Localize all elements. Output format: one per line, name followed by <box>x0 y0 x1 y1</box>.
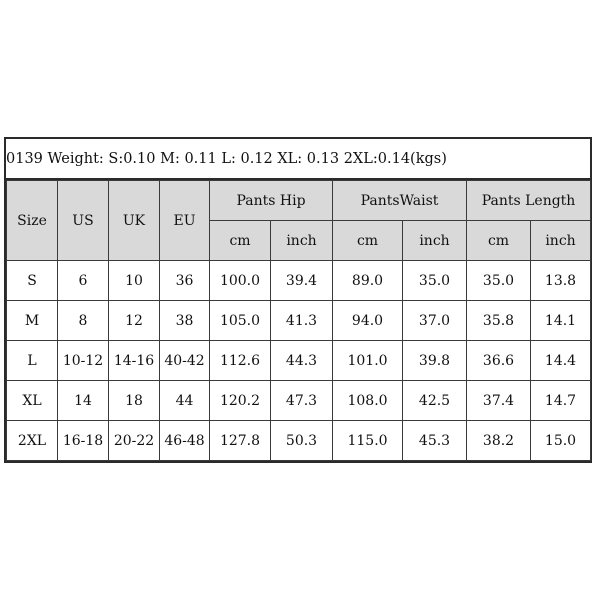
cell-waist-inch: 37.0 <box>403 301 467 341</box>
cell-size: S <box>7 261 58 301</box>
cell-waist-cm: 108.0 <box>333 381 403 421</box>
cell-hip-cm: 127.8 <box>210 421 271 461</box>
cell-size: L <box>7 341 58 381</box>
header-us: US <box>58 181 109 261</box>
cell-hip-cm: 112.6 <box>210 341 271 381</box>
table-row <box>7 261 591 301</box>
cell-uk: 14-16 <box>109 341 160 381</box>
cell-waist-inch: 42.5 <box>403 381 467 421</box>
header-pants-waist: PantsWaist <box>333 181 467 221</box>
table-row <box>7 301 591 341</box>
cell-eu: 44 <box>160 381 210 421</box>
cell-eu: 38 <box>160 301 210 341</box>
table-row <box>7 341 591 381</box>
cell-length-cm: 35.0 <box>467 261 531 301</box>
cell-waist-cm: 115.0 <box>333 421 403 461</box>
cell-waist-inch: 45.3 <box>403 421 467 461</box>
cell-length-cm: 38.2 <box>467 421 531 461</box>
table-row <box>7 381 591 421</box>
cell-length-cm: 37.4 <box>467 381 531 421</box>
cell-eu: 36 <box>160 261 210 301</box>
header-row-1 <box>7 181 591 221</box>
cell-waist-inch: 39.8 <box>403 341 467 381</box>
header-size: Size <box>7 181 58 261</box>
cell-waist-inch: 35.0 <box>403 261 467 301</box>
header-pants-hip: Pants Hip <box>210 181 333 221</box>
cell-hip-inch: 41.3 <box>271 301 333 341</box>
cell-size: XL <box>7 381 58 421</box>
header-length-inch: inch <box>531 221 591 261</box>
cell-waist-cm: 101.0 <box>333 341 403 381</box>
cell-length-inch: 14.7 <box>531 381 591 421</box>
cell-length-cm: 35.8 <box>467 301 531 341</box>
cell-uk: 20-22 <box>109 421 160 461</box>
header-waist-cm: cm <box>333 221 403 261</box>
cell-eu: 40-42 <box>160 341 210 381</box>
table-row <box>7 421 591 461</box>
cell-uk: 18 <box>109 381 160 421</box>
header-hip-inch: inch <box>271 221 333 261</box>
cell-hip-cm: 100.0 <box>210 261 271 301</box>
cell-length-inch: 15.0 <box>531 421 591 461</box>
cell-hip-cm: 105.0 <box>210 301 271 341</box>
cell-hip-inch: 47.3 <box>271 381 333 421</box>
cell-size: M <box>7 301 58 341</box>
header-hip-cm: cm <box>210 221 271 261</box>
header-length-cm: cm <box>467 221 531 261</box>
header-pants-length: Pants Length <box>467 181 591 221</box>
cell-hip-inch: 50.3 <box>271 421 333 461</box>
cell-uk: 10 <box>109 261 160 301</box>
cell-us: 14 <box>58 381 109 421</box>
header-uk: UK <box>109 181 160 261</box>
weight-info: 0139 Weight: S:0.10 M: 0.11 L: 0.12 XL: 0.13 2XL:0.14(kgs) <box>6 139 590 180</box>
cell-us: 16-18 <box>58 421 109 461</box>
cell-us: 8 <box>58 301 109 341</box>
header-waist-inch: inch <box>403 221 467 261</box>
size-table <box>6 180 591 461</box>
cell-length-inch: 14.4 <box>531 341 591 381</box>
cell-us: 6 <box>58 261 109 301</box>
cell-length-inch: 13.8 <box>531 261 591 301</box>
cell-us: 10-12 <box>58 341 109 381</box>
cell-size: 2XL <box>7 421 58 461</box>
cell-eu: 46-48 <box>160 421 210 461</box>
cell-hip-cm: 120.2 <box>210 381 271 421</box>
cell-hip-inch: 39.4 <box>271 261 333 301</box>
cell-length-cm: 36.6 <box>467 341 531 381</box>
cell-waist-cm: 89.0 <box>333 261 403 301</box>
cell-length-inch: 14.1 <box>531 301 591 341</box>
header-eu: EU <box>160 181 210 261</box>
size-chart <box>4 137 592 463</box>
cell-hip-inch: 44.3 <box>271 341 333 381</box>
cell-waist-cm: 94.0 <box>333 301 403 341</box>
cell-uk: 12 <box>109 301 160 341</box>
